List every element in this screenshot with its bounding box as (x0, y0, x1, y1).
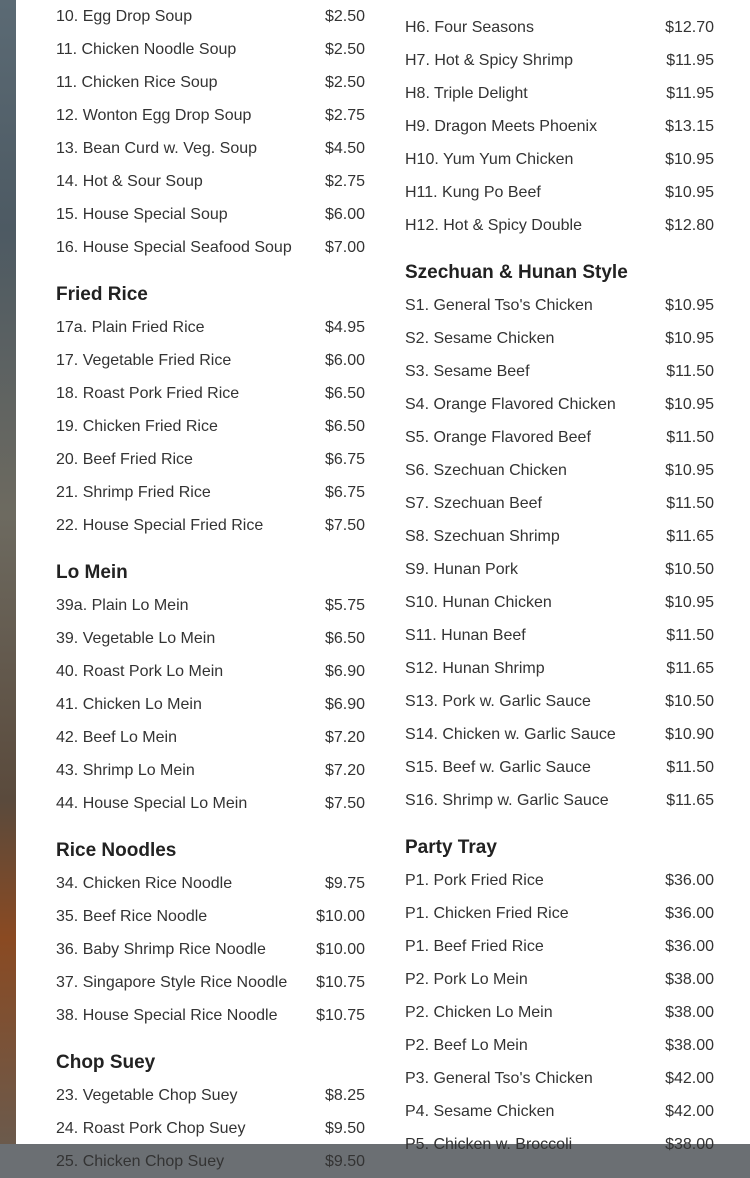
menu-item-name: 18. Roast Pork Fried Rice (56, 384, 240, 402)
menu-item (56, 443, 365, 476)
menu-item-name: H11. Kung Po Beef (405, 183, 541, 201)
menu-item-price: $7.50 (324, 794, 365, 812)
menu-item (405, 176, 714, 209)
menu-item (405, 1062, 714, 1095)
menu-item (405, 44, 714, 77)
section-party-tray (405, 831, 714, 1161)
menu-item-price: $6.50 (324, 417, 365, 435)
menu-item-price: $36.00 (665, 904, 714, 922)
menu-item-name: S8. Szechuan Shrimp (405, 527, 560, 545)
menu-item-price: $5.75 (324, 596, 365, 614)
menu-item (405, 209, 714, 242)
menu-item-price: $11.65 (666, 659, 714, 677)
menu-item-price: $36.00 (665, 871, 714, 889)
menu-item (56, 589, 365, 622)
menu-item (405, 553, 714, 586)
menu-item-price: $11.50 (666, 362, 714, 380)
menu-item (56, 999, 365, 1032)
menu-item-price: $9.50 (324, 1119, 365, 1137)
menu-item-price: $11.95 (666, 84, 714, 102)
menu-item (56, 966, 365, 999)
section-house-special (405, 11, 714, 242)
menu-item (56, 1079, 365, 1112)
menu-item-name: 24. Roast Pork Chop Suey (56, 1119, 246, 1137)
category-title: Lo Mein (56, 562, 128, 583)
menu-item-price: $10.00 (316, 940, 365, 958)
menu-item-price: $10.75 (316, 973, 365, 991)
menu-item (405, 1029, 714, 1062)
menu-item-price: $10.95 (665, 183, 714, 201)
menu-item-name: P2. Chicken Lo Mein (405, 1003, 553, 1021)
menu-item-name: P3. General Tso's Chicken (405, 1069, 593, 1087)
menu-item-price: $10.95 (665, 329, 714, 347)
menu-item (405, 897, 714, 930)
category-title: Fried Rice (56, 284, 148, 305)
menu-item-name: P5. Chicken w. Broccoli (405, 1135, 573, 1153)
menu-item-name: 43. Shrimp Lo Mein (56, 761, 195, 779)
menu-item-name: P2. Pork Lo Mein (405, 970, 528, 988)
menu-item (56, 787, 365, 820)
menu-item-price: $2.75 (324, 106, 365, 124)
menu-item-name: 19. Chicken Fried Rice (56, 417, 218, 435)
menu-item-name: P4. Sesame Chicken (405, 1102, 555, 1120)
menu-item-price: $2.50 (324, 7, 365, 25)
menu-item (405, 454, 714, 487)
menu-item-price: $4.50 (324, 139, 365, 157)
menu-item-price: $10.50 (665, 692, 714, 710)
menu-item-name: S14. Chicken w. Garlic Sauce (405, 725, 616, 743)
menu-item-price: $7.20 (324, 728, 365, 746)
menu-item-name: 11. Chicken Noodle Soup (56, 40, 237, 58)
menu-item-name: S4. Orange Flavored Chicken (405, 395, 616, 413)
category-title: Party Tray (405, 837, 497, 858)
category-title: Szechuan & Hunan Style (405, 262, 628, 283)
menu-item (56, 198, 365, 231)
menu-item (56, 1145, 365, 1178)
menu-item (405, 143, 714, 176)
menu-item (56, 688, 365, 721)
menu-item (56, 655, 365, 688)
menu-item-price: $7.20 (324, 761, 365, 779)
menu-item (56, 476, 365, 509)
menu-item (56, 132, 365, 165)
menu-item-price: $10.50 (665, 560, 714, 578)
menu-item (56, 377, 365, 410)
menu-item-name: S10. Hunan Chicken (405, 593, 552, 611)
menu-item-name: H9. Dragon Meets Phoenix (405, 117, 598, 135)
menu-item (405, 864, 714, 897)
menu-item-price: $42.00 (665, 1102, 714, 1120)
menu-item-price: $38.00 (665, 1135, 714, 1153)
menu-item-price: $11.95 (666, 51, 714, 69)
menu-item-price: $13.15 (665, 117, 714, 135)
section-chop-suey (56, 1046, 365, 1178)
menu-item (56, 721, 365, 754)
menu-item-price: $6.50 (324, 629, 365, 647)
menu-item-name: H8. Triple Delight (405, 84, 528, 102)
menu-item-price: $10.90 (665, 725, 714, 743)
menu-item-price: $6.90 (324, 662, 365, 680)
menu-item-name: 38. House Special Rice Noodle (56, 1006, 278, 1024)
menu-item-name: S1. General Tso's Chicken (405, 296, 593, 314)
menu-item-price: $7.50 (324, 516, 365, 534)
menu-item (405, 930, 714, 963)
menu-item (405, 1128, 714, 1161)
menu-item-price: $10.95 (665, 150, 714, 168)
menu-item (405, 388, 714, 421)
menu-item (56, 33, 365, 66)
section-fried-rice (56, 278, 365, 542)
menu-item-price: $9.50 (324, 1152, 365, 1170)
menu-item (405, 996, 714, 1029)
menu-item-name: H7. Hot & Spicy Shrimp (405, 51, 574, 69)
menu-item-price: $11.50 (666, 758, 714, 776)
menu-item-name: 44. House Special Lo Mein (56, 794, 248, 812)
menu-item (405, 520, 714, 553)
menu-item-name: 14. Hot & Sour Soup (56, 172, 203, 190)
menu-item-price: $8.25 (324, 1086, 365, 1104)
section-lo-mein (56, 556, 365, 820)
menu-item-name: S5. Orange Flavored Beef (405, 428, 591, 446)
menu-item (56, 165, 365, 198)
menu-item-name: H10. Yum Yum Chicken (405, 150, 574, 168)
menu-item-price: $6.75 (324, 483, 365, 501)
menu-item-price: $10.00 (316, 907, 365, 925)
menu-item-name: 22. House Special Fried Rice (56, 516, 264, 534)
menu-item-name: 13. Bean Curd w. Veg. Soup (56, 139, 258, 157)
menu-item-name: 16. House Special Seafood Soup (56, 238, 292, 256)
menu-item (405, 619, 714, 652)
menu-item (405, 586, 714, 619)
menu-item-name: S3. Sesame Beef (405, 362, 530, 380)
menu-item (56, 867, 365, 900)
menu-item-name: S16. Shrimp w. Garlic Sauce (405, 791, 609, 809)
menu-item-price: $6.00 (324, 205, 365, 223)
menu-item-price: $9.75 (324, 874, 365, 892)
menu-item-name: H12. Hot & Spicy Double (405, 216, 582, 234)
menu-item (56, 99, 365, 132)
menu-item-name: S6. Szechuan Chicken (405, 461, 567, 479)
menu-item-price: $38.00 (665, 970, 714, 988)
menu-item-price: $11.65 (666, 527, 714, 545)
section-szechuan-hunan (405, 256, 714, 817)
menu-item-price: $38.00 (665, 1036, 714, 1054)
menu-item (405, 1095, 714, 1128)
menu-item-price: $2.50 (324, 73, 365, 91)
menu-item-name: 17. Vegetable Fried Rice (56, 351, 232, 369)
menu-item-name: 42. Beef Lo Mein (56, 728, 177, 746)
menu-item-name: 21. Shrimp Fried Rice (56, 483, 211, 501)
menu-item-name: 36. Baby Shrimp Rice Noodle (56, 940, 266, 958)
menu-item-name: S2. Sesame Chicken (405, 329, 555, 347)
menu-item-name: S13. Pork w. Garlic Sauce (405, 692, 591, 710)
menu-item-name: 10. Egg Drop Soup (56, 7, 193, 25)
menu-item-name: S12. Hunan Shrimp (405, 659, 545, 677)
menu-item (56, 0, 365, 33)
menu-item (405, 355, 714, 388)
menu-item-price: $36.00 (665, 937, 714, 955)
menu-item-name: 25. Chicken Chop Suey (56, 1152, 225, 1170)
menu-item-name: 34. Chicken Rice Noodle (56, 874, 233, 892)
menu-item (405, 751, 714, 784)
menu-item (56, 410, 365, 443)
menu-item-name: P1. Pork Fried Rice (405, 871, 544, 889)
menu-item-name: P1. Chicken Fried Rice (405, 904, 569, 922)
menu-page (16, 0, 750, 1170)
menu-item-name: S15. Beef w. Garlic Sauce (405, 758, 591, 776)
menu-item-name: 40. Roast Pork Lo Mein (56, 662, 224, 680)
menu-item (405, 718, 714, 751)
menu-item (56, 66, 365, 99)
menu-column-left (56, 0, 365, 1178)
menu-item-price: $42.00 (665, 1069, 714, 1087)
menu-item-name: 11. Chicken Rice Soup (56, 73, 218, 91)
menu-item-name: 37. Singapore Style Rice Noodle (56, 973, 288, 991)
menu-item (405, 322, 714, 355)
menu-item-name: 39. Vegetable Lo Mein (56, 629, 216, 647)
category-title: Rice Noodles (56, 840, 177, 861)
menu-item-name: 15. House Special Soup (56, 205, 228, 223)
menu-item-price: $2.75 (324, 172, 365, 190)
menu-item (405, 11, 714, 44)
menu-item-price: $38.00 (665, 1003, 714, 1021)
menu-item (405, 963, 714, 996)
menu-item (405, 652, 714, 685)
menu-item-name: 39a. Plain Lo Mein (56, 596, 189, 614)
menu-item-name: P2. Beef Lo Mein (405, 1036, 528, 1054)
menu-item-price: $7.00 (324, 238, 365, 256)
menu-item (405, 685, 714, 718)
menu-item-price: $4.95 (324, 318, 365, 336)
menu-item (405, 77, 714, 110)
menu-item-price: $11.50 (666, 626, 714, 644)
menu-item-price: $6.00 (324, 351, 365, 369)
menu-item-price: $6.75 (324, 450, 365, 468)
section-rice-noodles (56, 834, 365, 1032)
section-soup (56, 0, 365, 264)
menu-item (405, 784, 714, 817)
menu-item-name: S7. Szechuan Beef (405, 494, 542, 512)
background-photo-strip (0, 0, 16, 1144)
menu-item-name: 17a. Plain Fried Rice (56, 318, 205, 336)
menu-item-price: $6.90 (324, 695, 365, 713)
menu-item (56, 933, 365, 966)
menu-item-name: 12. Wonton Egg Drop Soup (56, 106, 252, 124)
menu-item-name: S9. Hunan Pork (405, 560, 518, 578)
menu-item-price: $11.50 (666, 494, 714, 512)
menu-item-name: 20. Beef Fried Rice (56, 450, 193, 468)
menu-item-name: P1. Beef Fried Rice (405, 937, 544, 955)
menu-item (405, 421, 714, 454)
menu-item-name: 23. Vegetable Chop Suey (56, 1086, 238, 1104)
menu-item-price: $10.95 (665, 296, 714, 314)
menu-item (56, 231, 365, 264)
menu-column-right (405, 11, 714, 1161)
menu-item-name: 35. Beef Rice Noodle (56, 907, 208, 925)
menu-item-price: $6.50 (324, 384, 365, 402)
menu-item (56, 622, 365, 655)
menu-item (405, 487, 714, 520)
menu-item (56, 344, 365, 377)
menu-item (405, 289, 714, 322)
menu-item (56, 509, 365, 542)
menu-item (405, 110, 714, 143)
menu-item-price: $11.65 (666, 791, 714, 809)
menu-item-price: $11.50 (666, 428, 714, 446)
menu-item (56, 311, 365, 344)
menu-item (56, 1112, 365, 1145)
menu-item (56, 754, 365, 787)
menu-item (56, 900, 365, 933)
menu-item-name: S11. Hunan Beef (405, 626, 526, 644)
menu-item-name: H6. Four Seasons (405, 18, 534, 36)
menu-item-name: 41. Chicken Lo Mein (56, 695, 202, 713)
menu-item-price: $10.95 (665, 593, 714, 611)
menu-item-price: $10.75 (316, 1006, 365, 1024)
menu-item-price: $10.95 (665, 461, 714, 479)
menu-item-price: $2.50 (324, 40, 365, 58)
category-title: Chop Suey (56, 1052, 156, 1073)
menu-item-price: $12.70 (665, 18, 714, 36)
menu-item-price: $10.95 (665, 395, 714, 413)
menu-item-price: $12.80 (665, 216, 714, 234)
